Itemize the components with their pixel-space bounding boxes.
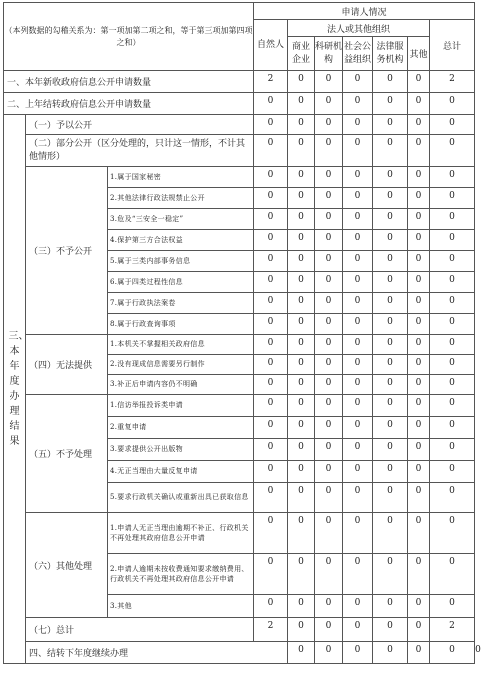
cell-value: 0	[288, 618, 315, 642]
cell-value: 0	[373, 251, 408, 272]
cell-value: 0	[373, 395, 408, 417]
header-applicant: 申请人情况	[254, 3, 475, 20]
cell-value: 0	[408, 167, 430, 188]
header-row-1	[4, 3, 475, 20]
cell-value: 0	[254, 93, 288, 115]
header-legal-service: 法律服务机构	[373, 37, 408, 71]
row-label: 2.申请人逾期未按收费通知要求缴纳费用、行政机关不再处理其政府信息公开申请	[108, 554, 254, 595]
group-label-other-handling: （六）其他处理	[26, 513, 108, 618]
cell-value: 0	[288, 375, 315, 395]
cell-value: 0	[315, 209, 343, 230]
cell-value: 0	[408, 335, 430, 355]
row-label: 2.重复申请	[108, 417, 254, 439]
cell-value: 0	[315, 417, 343, 439]
cell-value: 0	[288, 554, 315, 595]
row-label: 2.没有现成信息需要另行制作	[108, 355, 254, 375]
cell-value: 0	[343, 251, 373, 272]
cell-value: 0	[373, 642, 408, 664]
cell-value: 0	[288, 230, 315, 251]
cell-value: 0	[315, 272, 343, 293]
cell-value: 0	[343, 135, 373, 167]
row-label: 5.属于三类内部事务信息	[108, 251, 254, 272]
cell-value: 0	[343, 355, 373, 375]
cell-value: 0	[373, 554, 408, 595]
header-note: （本列数据的勾稽关系为：第一项加第二项之和，等于第三项加第四项之和）	[4, 3, 254, 71]
cell-value: 0	[408, 395, 430, 417]
cell-value: 0	[430, 355, 475, 375]
header-social: 社会公益组织	[343, 37, 373, 71]
row-label: 3.危及“三安全一稳定”	[108, 209, 254, 230]
row-label: 二、上年结转政府信息公开申请数量	[4, 93, 254, 115]
table-row	[4, 167, 475, 188]
cell-value: 0	[315, 251, 343, 272]
table-row	[4, 335, 475, 355]
cell-value: 0	[430, 272, 475, 293]
row-label: 1.本机关不掌握相关政府信息	[108, 335, 254, 355]
cell-value: 0	[343, 395, 373, 417]
cell-value: 0	[254, 335, 288, 355]
cell-value: 0	[254, 115, 288, 135]
cell-value: 0	[315, 439, 343, 461]
cell-value: 0	[373, 335, 408, 355]
cell-value: 0	[408, 188, 430, 209]
cell-value: 0	[343, 595, 373, 618]
cell-value: 0	[254, 251, 288, 272]
cell-value: 0	[288, 93, 315, 115]
cell-value: 0	[288, 272, 315, 293]
cell-value: 0	[254, 439, 288, 461]
cell-value: 0	[408, 209, 430, 230]
cell-value: 0	[288, 642, 315, 664]
cell-value: 0	[343, 335, 373, 355]
cell-value: 0	[373, 135, 408, 167]
cell-value: 0	[343, 513, 373, 554]
row-label: 4.保护第三方合法权益	[108, 230, 254, 251]
cell-value: 0	[408, 554, 430, 595]
section-three-label: 三、本年度办理结果	[4, 115, 26, 664]
information-disclosure-table	[3, 2, 481, 664]
group-label-not-handled: （五）不予处理	[26, 395, 108, 513]
cell-value: 0	[430, 335, 475, 355]
cell-value: 0	[254, 167, 288, 188]
cell-value: 0	[315, 314, 343, 335]
row-label: 5.要求行政机关确认或重新出具已获取信息	[108, 483, 254, 513]
cell-value: 0	[254, 314, 288, 335]
cell-value: 0	[315, 642, 343, 664]
cell-value: 0	[254, 209, 288, 230]
cell-value: 0	[343, 293, 373, 314]
group-label-unable: （四）无法提供	[26, 335, 108, 395]
cell-value: 0	[288, 167, 315, 188]
table-row	[4, 513, 475, 554]
cell-value: 0	[254, 272, 288, 293]
cell-value: 0	[343, 188, 373, 209]
row-label: 一、本年新收政府信息公开申请数量	[4, 71, 254, 93]
cell-value: 0	[288, 483, 315, 513]
cell-value: 0	[315, 167, 343, 188]
cell-value: 0	[343, 314, 373, 335]
cell-value: 0	[430, 230, 475, 251]
cell-value: 0	[408, 71, 430, 93]
cell-value: 0	[343, 167, 373, 188]
cell-value: 0	[430, 513, 475, 554]
cell-value: 0	[254, 355, 288, 375]
cell-value: 0	[288, 314, 315, 335]
cell-value: 0	[430, 314, 475, 335]
cell-value: 0	[430, 461, 475, 483]
cell-value: 0	[343, 375, 373, 395]
cell-value: 0	[288, 135, 315, 167]
cell-value: 0	[288, 115, 315, 135]
cell-value: 0	[430, 375, 475, 395]
cell-value: 0	[373, 314, 408, 335]
cell-value: 2	[430, 71, 475, 93]
cell-value: 0	[408, 135, 430, 167]
row-label: 四、结转下年度继续办理	[26, 642, 288, 664]
table-row	[4, 618, 475, 642]
cell-value: 0	[408, 314, 430, 335]
table-row	[4, 93, 475, 115]
cell-value: 0	[408, 417, 430, 439]
cell-value: 2	[254, 618, 288, 642]
cell-value: 0	[343, 417, 373, 439]
cell-value: 0	[373, 618, 408, 642]
cell-value: 0	[315, 618, 343, 642]
cell-value: 0	[288, 417, 315, 439]
cell-value: 0	[315, 188, 343, 209]
cell-value: 0	[315, 293, 343, 314]
table-row: 四、结转下年度继续办理 0 0 0 0 0 0 0	[4, 642, 475, 664]
cell-value: 0	[373, 293, 408, 314]
row-label: 1.申请人无正当理由逾期不补正、行政机关不再处理其政府信息公开申请	[108, 513, 254, 554]
header-research: 科研机构	[315, 37, 343, 71]
cell-value: 0	[373, 230, 408, 251]
row-label: 4.无正当理由大量反复申请	[108, 461, 254, 483]
cell-value: 0	[288, 355, 315, 375]
row-label: 3.补正后申请内容仍不明确	[108, 375, 254, 395]
cell-value: 0	[254, 230, 288, 251]
cell-value: 0	[373, 417, 408, 439]
row-label: （七）总计	[26, 618, 254, 642]
cell-value: 0	[408, 439, 430, 461]
cell-value: 0	[254, 375, 288, 395]
row-label: 1.信访举报投诉类申请	[108, 395, 254, 417]
cell-value: 0	[288, 595, 315, 618]
cell-value: 0	[254, 554, 288, 595]
cell-value: 0	[408, 513, 430, 554]
cell-value: 0	[408, 595, 430, 618]
cell-value: 0	[343, 439, 373, 461]
cell-value: 0	[373, 595, 408, 618]
cell-value: 0	[373, 167, 408, 188]
cell-value: 0	[254, 188, 288, 209]
cell-value: 0	[315, 71, 343, 93]
cell-value: 0	[408, 483, 430, 513]
header-business: 商业企业	[288, 37, 315, 71]
cell-value: 0	[343, 71, 373, 93]
cell-value: 0	[408, 272, 430, 293]
cell-value: 0	[408, 115, 430, 135]
cell-value: 0	[315, 483, 343, 513]
cell-value: 0	[343, 93, 373, 115]
header-legal-group: 法人或其他组织	[288, 20, 430, 37]
row-label: 8.属于行政查询事项	[108, 314, 254, 335]
cell-value: 0	[254, 513, 288, 554]
cell-value: 0	[343, 461, 373, 483]
cell-value: 0	[343, 642, 373, 664]
cell-value: 0	[288, 209, 315, 230]
cell-value: 0	[288, 513, 315, 554]
cell-value: 0	[373, 209, 408, 230]
cell-value: 0	[408, 251, 430, 272]
cell-value: 0	[315, 461, 343, 483]
cell-value: 0	[254, 595, 288, 618]
cell-value: 0	[430, 595, 475, 618]
cell-value: 0	[373, 355, 408, 375]
cell-value: 0	[343, 554, 373, 595]
cell-value: 0	[288, 395, 315, 417]
row-label: 6.属于四类过程性信息	[108, 272, 254, 293]
cell-value: 0	[315, 513, 343, 554]
table-row	[4, 71, 475, 93]
cell-value: 0	[343, 115, 373, 135]
cell-value: 0	[430, 293, 475, 314]
cell-value: 0	[373, 188, 408, 209]
cell-value: 0	[430, 209, 475, 230]
cell-value: 0	[430, 439, 475, 461]
cell-value: 0	[430, 554, 475, 595]
cell-value: 0	[430, 251, 475, 272]
cell-value: 0	[430, 115, 475, 135]
cell-value: 0	[315, 230, 343, 251]
cell-value: 2	[430, 618, 475, 642]
cell-value: 0	[430, 188, 475, 209]
cell-value: 0	[288, 335, 315, 355]
cell-value: 0	[408, 230, 430, 251]
row-label: 3.其他	[108, 595, 254, 618]
cell-value: 0	[288, 188, 315, 209]
cell-value: 0	[430, 395, 475, 417]
cell-value: 0	[343, 230, 373, 251]
row-label: 3.要求提供公开出版物	[108, 439, 254, 461]
cell-value: 2	[254, 71, 288, 93]
header-natural-person: 自然人	[254, 20, 288, 71]
cell-value: 0	[430, 93, 475, 115]
cell-value: 0	[254, 395, 288, 417]
cell-value: 0	[430, 483, 475, 513]
cell-value: 0	[315, 115, 343, 135]
cell-value: 0	[373, 71, 408, 93]
cell-value: 0	[254, 461, 288, 483]
cell-value: 0	[254, 483, 288, 513]
cell-value: 0	[315, 554, 343, 595]
table-row	[4, 395, 475, 417]
table-row	[4, 135, 475, 167]
cell-value: 0	[408, 355, 430, 375]
cell-value: 0	[373, 93, 408, 115]
cell-value: 0	[408, 293, 430, 314]
row-label: 1.属于国家秘密	[108, 167, 254, 188]
cell-value: 0	[288, 293, 315, 314]
cell-value: 0	[430, 135, 475, 167]
cell-value: 0	[343, 618, 373, 642]
table-row	[4, 115, 475, 135]
cell-value: 0	[430, 417, 475, 439]
cell-value: 0	[343, 272, 373, 293]
row-label: 2.其他法律行政法规禁止公开	[108, 188, 254, 209]
cell-value: 0	[315, 375, 343, 395]
cell-value: 0	[254, 135, 288, 167]
cell-value: 0	[408, 642, 430, 664]
cell-value: 0	[288, 251, 315, 272]
cell-value: 0	[254, 417, 288, 439]
cell-value: 0	[315, 335, 343, 355]
cell-value: 0	[315, 135, 343, 167]
cell-value: 0	[373, 375, 408, 395]
cell-value: 0	[373, 115, 408, 135]
cell-value: 0	[373, 272, 408, 293]
cell-value: 0	[343, 209, 373, 230]
row-label: （一）予以公开	[26, 115, 254, 135]
cell-value: 0	[315, 93, 343, 115]
cell-value: 0	[373, 461, 408, 483]
header-total: 总计	[430, 20, 475, 71]
cell-value: 0	[288, 71, 315, 93]
cell-value: 0	[315, 355, 343, 375]
row-label: 7.属于行政执法案卷	[108, 293, 254, 314]
cell-value: 0	[430, 167, 475, 188]
cell-value: 0	[373, 483, 408, 513]
cell-value: 0	[373, 513, 408, 554]
cell-value: 0	[315, 595, 343, 618]
cell-value: 0	[315, 395, 343, 417]
group-label-not-open: （三）不予公开	[26, 167, 108, 335]
cell-value: 0	[288, 461, 315, 483]
cell-value: 0	[408, 93, 430, 115]
cell-value: 0	[373, 439, 408, 461]
cell-value: 0	[343, 483, 373, 513]
cell-value: 0	[288, 439, 315, 461]
cell-value: 0	[408, 618, 430, 642]
cell-value: 0	[254, 293, 288, 314]
row-label: （二）部分公开（区分处理的，只计这一情形，不计其他情形）	[26, 135, 254, 167]
header-other: 其他	[408, 37, 430, 71]
cell-value: 0	[408, 461, 430, 483]
cell-value: 0	[430, 642, 475, 664]
cell-value: 0	[408, 375, 430, 395]
